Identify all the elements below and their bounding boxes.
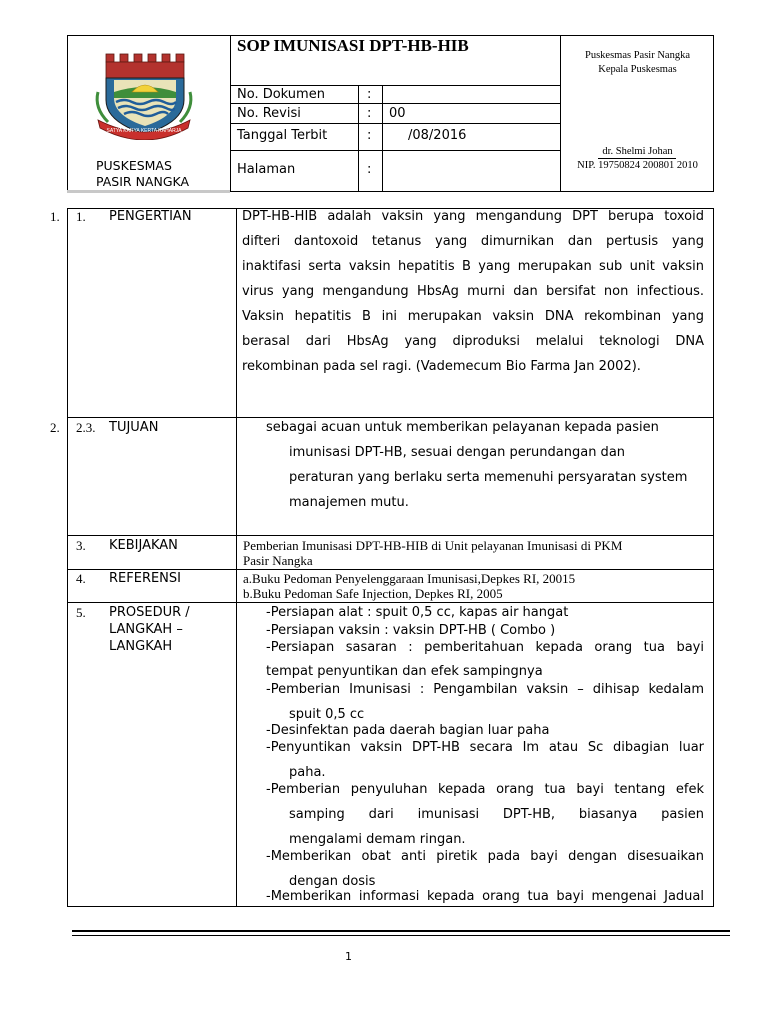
kebijakan-label: KEBIJAKAN [109,538,178,553]
tujuan-label: TUJUAN [109,420,159,435]
prosedur-label-3: LANGKAH [109,639,173,654]
prosedur-number: 5. [76,605,86,620]
tujuan-number: 2.3. [76,420,96,435]
kebijakan-number: 3. [76,538,86,553]
institution-name-line1: PUSKESMAS [96,158,172,173]
signer-name: dr. Shelmi Johan [602,146,673,157]
referensi-label: REFERENSI [109,571,181,586]
logo-motto: SATYA KARYA KERTA RAHARJA [106,128,182,134]
row-sep-no-dokumen: : [367,87,372,102]
row-label-halaman: Halaman [237,162,296,177]
pengertian-label: PENGERTIAN [109,209,192,224]
prosedur-label-1: PROSEDUR / [109,605,190,620]
row-label-no-dokumen: No. Dokumen [237,87,325,102]
outer-number-2: 2. [50,420,60,435]
row-label-no-revisi: No. Revisi [237,106,301,121]
row-value-tanggal-terbit: /08/2016 [408,128,467,143]
page-number: 1 [345,950,352,963]
row-value-no-revisi: 00 [389,106,406,121]
pengertian-number: 1. [76,209,86,224]
puskesmas-logo [92,48,196,140]
referensi-number: 4. [76,571,86,586]
right-title-1: Puskesmas Pasir Nangka [585,50,690,61]
prosedur-label-2: LANGKAH – [109,622,183,637]
row-sep-tanggal-terbit: : [367,128,372,143]
row-label-tanggal-terbit: Tanggal Terbit [237,128,328,143]
right-title-2: Kepala Puskesmas [598,64,677,75]
outer-number-1: 1. [50,209,60,224]
row-sep-halaman: : [367,162,372,177]
row-sep-no-revisi: : [367,106,372,121]
signer-nip: NIP. 19750824 200801 2010 [577,160,698,171]
institution-name-line2: PASIR NANGKA [96,174,190,189]
document-title: SOP IMUNISASI DPT-HB-HIB [237,36,469,55]
